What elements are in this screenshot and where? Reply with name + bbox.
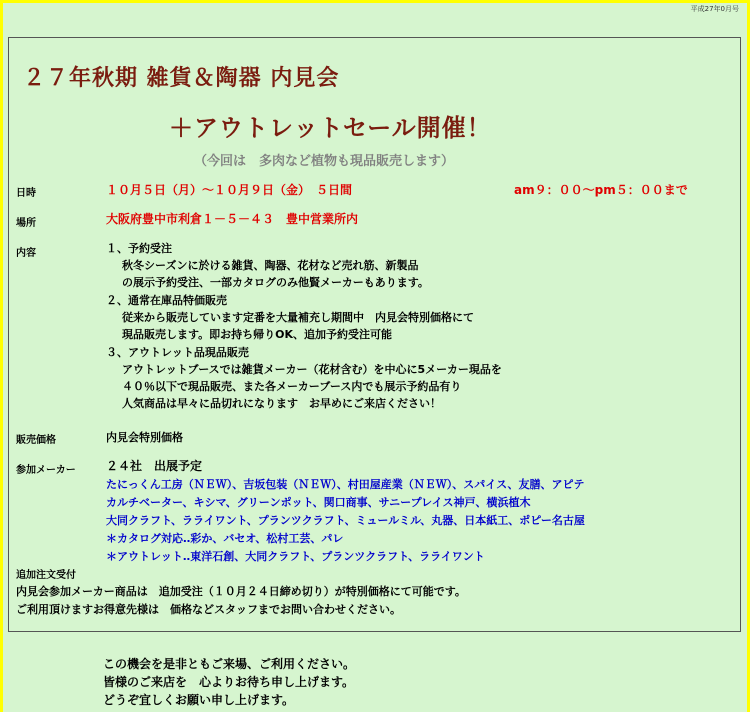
issue-date: 平成27年0月号 [690,5,739,13]
maker-list-line: 大同クラフト、ラライワント、プランツクラフト、ミュールミル、丸器、日本紙工、ポピー名古屋 [106,514,585,527]
price-value: 内見会特別価格 [106,431,183,444]
schedule-dates: １０月５日（月）～１０月９日（金） ５日間 [106,183,353,197]
event-title: ２７年秋期 雑貨＆陶器 内見会 [23,66,340,91]
price-label: 販売価格 [16,435,56,446]
closing-line: この機会を是非ともご来場、ご利用ください。 [103,657,356,671]
content-text: 秋冬シーズンに於ける雑貨、陶器、花材など売れ筋、新製品 [122,259,419,272]
content-text: アウトレットブースでは雑貨メーカー（花材含む）を中心に5メーカー現品を [122,363,502,376]
content-heading-3: ３、アウトレット品現品販売 [106,346,249,359]
outlet-makers-line: ＊アウトレット‥東洋石創、大同クラフト、プランツクラフト、ラライワント [106,550,485,563]
makers-label: 参加メーカー [16,465,76,476]
content-text: 現品販売します。即お持ち帰りOK、追加予約受注可能 [122,328,392,341]
catalog-makers-line: ＊カタログ対応‥彩か、バセオ、松村工芸、パレ [106,532,344,545]
schedule-hours: am９：００～pm５：００まで [514,183,688,197]
closing-line: 皆様のご来店を 心よりお待ち申し上げます。 [103,675,355,689]
schedule-label: 日時 [16,188,36,199]
orders-label: 追加注文受付 [16,570,76,581]
content-text: ４０％以下で現品販売、また各メーカーブース内でも展示予約品有り [122,380,462,393]
event-details-box [8,37,741,632]
venue-address: 大阪府豊中市利倉１－５－４３ 豊中営業所内 [106,212,359,226]
content-heading-2: ２、通常在庫品特価販売 [106,294,227,307]
maker-list-line: カルチベーター、キシマ、グリーンポット、関口商事、サニープレイス神戸、横浜植木 [106,496,531,509]
content-heading-1: １、予約受注 [106,242,172,255]
venue-label: 場所 [16,218,36,229]
content-label: 内容 [16,248,36,259]
flyer-sheet [3,3,747,712]
maker-list-line: たにっくん工房（ＮＥＷ）、吉坂包装（ＮＥＷ）、村田屋産業（ＮＥＷ）、スパイス、友膳、アピテ [106,478,585,491]
orders-text: ご利用頂けますお得意先様は 価格などスタッフまでお問い合わせください。 [16,603,401,616]
closing-line: どうぞ宜しくお願い申し上げます。 [103,693,295,707]
event-note: （今回は 多肉など植物も現品販売します） [194,154,455,169]
orders-text: 内見会参加メーカー商品は 追加受注（１０月２４日締め切り）が特別価格にて可能です。 [16,585,466,598]
content-text: 人気商品は早々に品切れになります お早めにご来店ください！ [122,397,441,410]
event-subtitle: ＋アウトレットセール開催！ [169,114,492,142]
content-text: 従来から販売しています定番を大量補充し期間中 内見会特別価格にて [122,311,474,324]
content-text: の展示予約受注、一部カタログのみ他賢メーカーもあります。 [122,276,429,289]
makers-count: ２４社 出展予定 [106,459,203,473]
